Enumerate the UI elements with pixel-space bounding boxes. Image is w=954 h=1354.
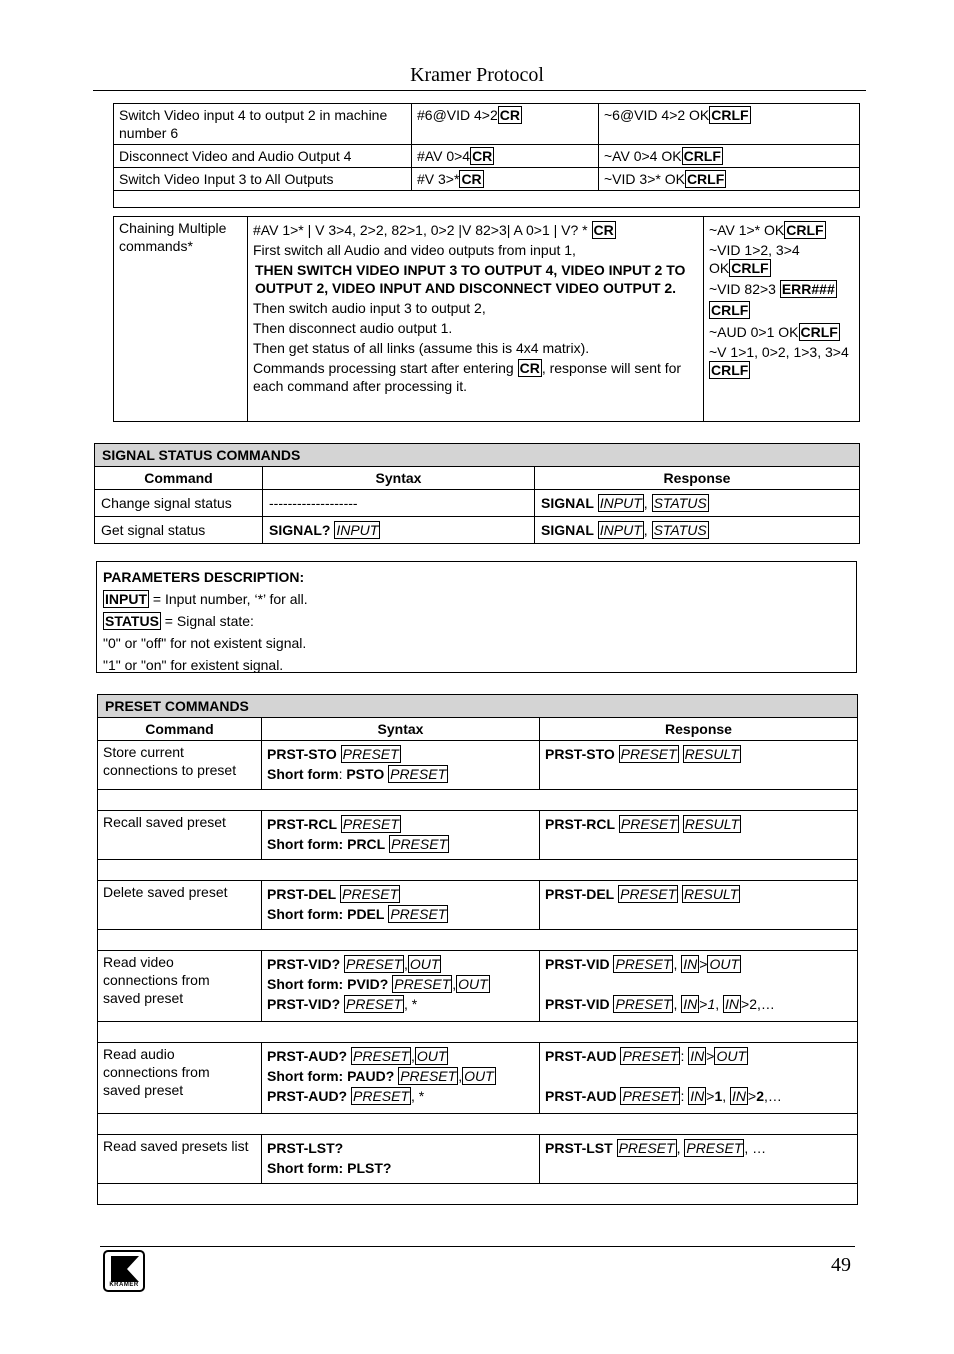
text: ~VID 82>3 xyxy=(709,281,780,297)
text: ~AV 1>* OK xyxy=(709,222,785,238)
chaining-table xyxy=(113,216,860,422)
cell-syntax xyxy=(248,217,704,422)
keyword: INPUT xyxy=(105,591,147,607)
param-in: IN xyxy=(690,1048,705,1064)
param-out: OUT xyxy=(464,1068,494,1084)
text: ~V 1>1, 0>2, 1>3, 3>4 xyxy=(709,344,849,360)
short-form-label: Short form: PRCL xyxy=(267,836,386,852)
chain-caps-line: THEN SWITCH VIDEO INPUT 3 TO OUTPUT 4, VIDEO INPUT 2 TO OUTPUT 2, VIDEO INPUT AND DISCONNECT VIDEO OUTPUT 2. xyxy=(255,262,686,296)
param-input: INPUT xyxy=(336,522,379,538)
param-preset: PRESET xyxy=(390,766,447,782)
resp-line xyxy=(709,323,854,341)
keyword: PRST-AUD xyxy=(545,1088,617,1104)
keyword: PRST-DEL xyxy=(267,886,337,902)
chain-line: Then switch audio input 3 to output 2, xyxy=(253,300,486,316)
resp-line xyxy=(709,343,854,379)
param-preset: PRESET xyxy=(391,836,448,852)
crlf-token: CRLF xyxy=(686,171,725,187)
cell-syntax xyxy=(412,104,599,145)
crlf-token: CRLF xyxy=(731,260,769,276)
param-in: IN xyxy=(683,956,698,972)
param-preset: PRESET xyxy=(618,1140,675,1156)
keyword: PRST-RCL xyxy=(267,816,337,832)
param-preset: PRESET xyxy=(620,886,677,902)
keyword: PRST-VID xyxy=(545,996,610,1012)
table-row xyxy=(114,217,860,422)
param-out: OUT xyxy=(416,1048,447,1064)
cell-command: Read saved presets list xyxy=(98,1135,262,1184)
k-icon xyxy=(111,1256,139,1282)
cell-syntax: ------------------- xyxy=(263,490,535,517)
spacer-row xyxy=(98,1022,858,1043)
header-row xyxy=(98,718,858,741)
param-out: OUT xyxy=(709,956,740,972)
table-row xyxy=(98,1043,858,1114)
cell-command: Read video connections from saved preset xyxy=(98,951,262,1022)
param-preset: PRESET xyxy=(342,746,399,762)
cell-syntax xyxy=(262,811,540,860)
cell-syntax: PRST-VID? PRESET , OUT Short form: PVID? PRESET , OUT PRST-VID? PRESET , * xyxy=(262,951,540,1022)
text: ~AUD 0>1 OK xyxy=(709,324,799,340)
keyword: PRST-LST xyxy=(545,1140,613,1156)
cell-syntax xyxy=(262,741,540,790)
spacer-row xyxy=(98,790,858,811)
keyword: PRST-AUD? xyxy=(267,1048,348,1064)
text: 1 xyxy=(714,1088,723,1104)
cell-response: PRST-LST PRESET , PRESET , … xyxy=(540,1135,858,1184)
section-title: PRESET COMMANDS xyxy=(98,695,858,718)
text: , * xyxy=(404,996,418,1012)
cell-syntax xyxy=(262,881,540,930)
short-form-label: Short form: PVID? xyxy=(267,976,389,992)
keyword: PRST-RCL xyxy=(545,816,615,832)
cell-command: Get signal status xyxy=(95,517,263,544)
syntax-text: #6@VID 4>2 xyxy=(417,107,498,123)
err-token: ERR### xyxy=(781,281,835,297)
param-preset: PRESET xyxy=(400,1068,457,1084)
section-title: SIGNAL STATUS COMMANDS xyxy=(95,444,860,467)
cr-token: CR xyxy=(461,171,482,187)
page-number: 49 xyxy=(831,1254,851,1276)
cell-desc: Switch Video input 4 to output 2 in machine number 6 xyxy=(114,104,412,145)
cr-token: CR xyxy=(519,360,540,376)
keyword: SIGNAL xyxy=(541,522,594,538)
param-preset: PRESET xyxy=(342,886,399,902)
spacer-row xyxy=(114,191,860,208)
table-row xyxy=(98,811,858,860)
param-in: IN xyxy=(690,1088,705,1104)
table-row xyxy=(98,741,858,790)
chain-line: Then get status of all links (assume this is 4x4 matrix). xyxy=(253,340,590,356)
cell-syntax xyxy=(263,517,535,544)
params-title: PARAMETERS DESCRIPTION: xyxy=(103,569,305,585)
chain-line: First switch all Audio and video outputs from input 1, xyxy=(253,242,576,258)
param-out: OUT xyxy=(409,956,440,972)
spacer-row xyxy=(98,1114,858,1135)
crlf-token: CRLF xyxy=(711,302,749,318)
column-header: Command xyxy=(95,467,263,490)
kramer-logo xyxy=(103,1250,145,1292)
keyword: PRST-LST? xyxy=(267,1140,344,1156)
short-form-label: Short form: PLST? xyxy=(267,1160,392,1176)
param-in: IN xyxy=(732,1088,747,1104)
param-preset: PRESET xyxy=(342,816,399,832)
param-line xyxy=(103,588,850,610)
cell-syntax xyxy=(412,168,599,191)
param-out: OUT xyxy=(458,976,488,992)
param-preset: PRESET xyxy=(620,746,677,762)
column-header: Syntax xyxy=(263,467,535,490)
text: = Signal state: xyxy=(160,613,254,629)
cell-response xyxy=(704,217,860,422)
text: Commands processing start after entering xyxy=(253,360,518,376)
text: , response will sent for each command after processing it. xyxy=(253,360,682,394)
cell-desc: Switch Video Input 3 to All Outputs xyxy=(114,168,412,191)
param-out: OUT xyxy=(716,1048,746,1064)
response-text: ~AV 0>4 OK xyxy=(604,148,682,164)
param-preset: PRESET xyxy=(346,996,403,1012)
chain-line: Then disconnect audio output 1. xyxy=(253,320,453,336)
param-status: STATUS xyxy=(653,522,707,538)
response-text: ~6@VID 4>2 OK xyxy=(604,107,710,123)
param-preset: PRESET xyxy=(346,956,403,972)
param-line: "0" or "off" for not existent signal. xyxy=(103,635,307,651)
text: = Input number, ‘*’ for all. xyxy=(149,591,308,607)
resp-line xyxy=(709,279,854,321)
param-preset: PRESET xyxy=(394,976,451,992)
keyword: PRST-DEL xyxy=(545,886,615,902)
syntax-text: #AV 0>4 xyxy=(417,148,471,164)
cell-response: PRST-VID PRESET , IN > OUT PRST-VID PRESET , IN >1, IN >2,… xyxy=(540,951,858,1022)
short-form-label: Short form: PAUD? xyxy=(267,1068,395,1084)
command-text: #AV 1>* | V 3>4, 2>2, 82>1, 0>2 |V 82>3| A 0>1 | V? * xyxy=(253,222,592,238)
param-line xyxy=(103,610,850,632)
table-row xyxy=(98,881,858,930)
crlf-token: CRLF xyxy=(683,148,721,164)
cell-response xyxy=(540,741,858,790)
param-input: INPUT xyxy=(599,522,642,538)
page-header-title: Kramer Protocol xyxy=(410,64,544,86)
syntax-text: #V 3>* xyxy=(417,171,460,187)
cell-syntax: PRST-AUD? PRESET , OUT Short form: PAUD? PRESET , OUT PRST-AUD? PRESET , * xyxy=(262,1043,540,1114)
cell-command: Delete saved preset xyxy=(98,881,262,930)
crlf-token: CRLF xyxy=(800,324,838,340)
param-preset: PRESET xyxy=(622,1088,679,1104)
cell-command: Recall saved preset xyxy=(98,811,262,860)
cell-syntax xyxy=(412,145,599,168)
param-result: RESULT xyxy=(684,816,739,832)
cell-response xyxy=(540,811,858,860)
cell-command: Change signal status xyxy=(95,490,263,517)
table-row xyxy=(114,168,860,191)
table-row xyxy=(98,951,858,1022)
parameters-description xyxy=(96,561,857,673)
chain-line xyxy=(253,359,698,395)
cell-command: Store current connections to preset xyxy=(98,741,262,790)
table-row xyxy=(95,517,860,544)
chain-command xyxy=(253,221,698,239)
keyword: PRST-AUD? xyxy=(267,1088,348,1104)
crlf-token: CRLF xyxy=(711,107,749,123)
column-header: Command xyxy=(98,718,262,741)
resp-line xyxy=(709,221,854,239)
response-text: ~VID 3>* OK xyxy=(604,171,685,187)
param-in: IN xyxy=(683,996,698,1012)
param-preset: PRESET xyxy=(390,906,447,922)
crlf-token: CRLF xyxy=(786,222,824,238)
param-preset: PRESET xyxy=(622,1048,679,1064)
keyword: PRST-AUD xyxy=(545,1048,617,1064)
cell-response: SIGNAL INPUT , STATUS xyxy=(535,517,860,544)
text: ,… xyxy=(764,1088,782,1104)
cell-desc: Disconnect Video and Audio Output 4 xyxy=(114,145,412,168)
short-form-label: Short form xyxy=(267,766,339,782)
spacer-row xyxy=(98,1184,858,1205)
table-row xyxy=(114,145,860,168)
keyword: SIGNAL? xyxy=(269,522,331,538)
text: : xyxy=(338,766,347,782)
cr-token: CR xyxy=(593,222,614,238)
preset-commands-table xyxy=(97,694,858,1205)
column-header: Response xyxy=(540,718,858,741)
signal-status-table xyxy=(94,443,860,544)
switch-examples-table xyxy=(113,103,860,208)
table-row xyxy=(98,1135,858,1184)
keyword: PRST-VID? xyxy=(267,956,341,972)
cell-command: Read audio connections from saved preset xyxy=(98,1043,262,1114)
crlf-token: CRLF xyxy=(711,362,749,378)
param-line: "1" or "on" for existent signal. xyxy=(103,657,284,673)
column-header: Response xyxy=(535,467,860,490)
keyword: SIGNAL xyxy=(541,495,594,511)
text: >2,… xyxy=(741,996,775,1012)
keyword: PRST-VID? xyxy=(267,996,341,1012)
param-result: RESULT xyxy=(684,746,739,762)
cell-syntax xyxy=(262,1135,540,1184)
cell-response: SIGNAL INPUT , STATUS xyxy=(535,490,860,517)
param-input: INPUT xyxy=(599,495,642,511)
header-row xyxy=(95,467,860,490)
param-preset: PRESET xyxy=(353,1048,410,1064)
cell-response xyxy=(599,168,860,191)
keyword: PRST-VID xyxy=(545,956,610,972)
param-preset: PRESET xyxy=(615,996,672,1012)
keyword: PRST-STO xyxy=(545,746,615,762)
param-preset: PRESET xyxy=(615,956,672,972)
param-result: RESULT xyxy=(684,886,739,902)
param-preset: PRESET xyxy=(686,1140,743,1156)
resp-line xyxy=(709,241,854,277)
cell-response: PRST-AUD PRESET : IN > OUT PRST-AUD PRESET : IN >1, IN >2,… xyxy=(540,1043,858,1114)
logo-wordmark: KRAMER xyxy=(109,1282,139,1288)
param-preset: PRESET xyxy=(353,1088,410,1104)
text: ~VID 1>2, 3>4 OK xyxy=(709,242,800,276)
table-row xyxy=(95,490,860,517)
keyword: PSTO xyxy=(346,766,385,782)
text: , * xyxy=(411,1088,425,1104)
keyword: STATUS xyxy=(105,613,159,629)
cr-token: CR xyxy=(499,107,520,123)
cell-response xyxy=(540,881,858,930)
cell-desc: Chaining Multiple commands* xyxy=(114,217,248,422)
table-row xyxy=(114,104,860,145)
param-in: IN xyxy=(725,996,740,1012)
spacer-row xyxy=(98,860,858,881)
text: 2 xyxy=(756,1088,764,1104)
text: , … xyxy=(744,1140,767,1156)
header-rule xyxy=(93,90,866,91)
cell-response xyxy=(599,104,860,145)
param-preset: PRESET xyxy=(620,816,677,832)
cell-response xyxy=(599,145,860,168)
column-header: Syntax xyxy=(262,718,540,741)
spacer-row xyxy=(98,930,858,951)
keyword: PRST-STO xyxy=(267,746,337,762)
footer-rule xyxy=(100,1246,855,1247)
cr-token: CR xyxy=(472,148,493,164)
short-form-label: Short form: PDEL xyxy=(267,906,385,922)
param-status: STATUS xyxy=(653,495,707,511)
